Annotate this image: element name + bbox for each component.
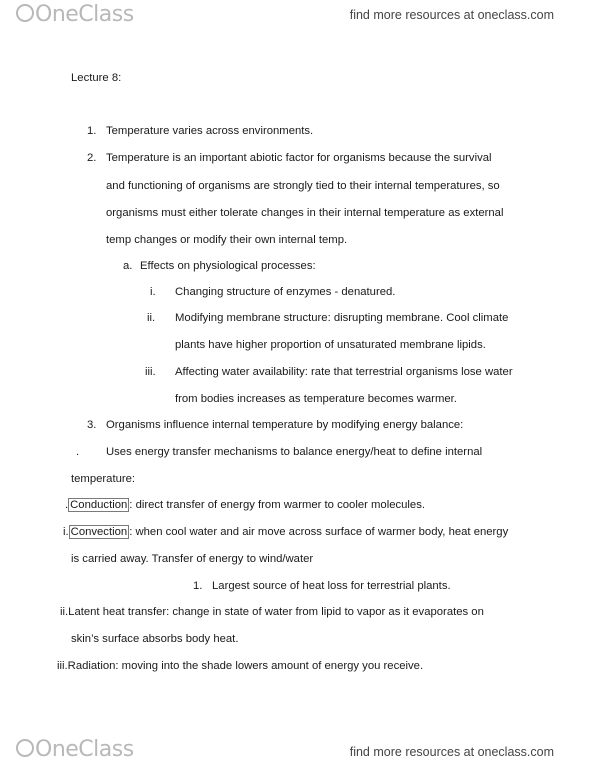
logo-text: OneClass [35,2,134,27]
footer-tagline: find more resources at oneclass.com [349,745,554,759]
list-item: Largest source of heat loss for terrestrial plants. [212,580,451,592]
conduction-line [65,499,425,511]
highlighted-term: Convection [70,526,128,538]
list-item: Changing structure of enzymes - denatured. [175,286,396,298]
oneclass-logo [16,737,134,762]
list-marker: 1. [87,125,97,137]
list-item: Effects on physiological processes: [140,260,316,272]
term-definition: : when cool water and air move across surface of warmer body, heat energy [129,526,509,538]
list-marker: 1. [193,580,203,592]
logo-ring-icon [16,739,34,757]
header-tagline: find more resources at oneclass.com [349,8,554,22]
list-item-continued: temperature: [71,473,136,485]
list-item: Temperature varies across environments. [106,125,314,137]
list-item: iii.Radiation: moving into the shade lowers amount of energy you receive. [57,660,424,672]
list-item: Modifying membrane structure: disrupting membrane. Cool climate [175,312,509,324]
highlighted-term: Conduction [70,499,128,511]
list-item-continued: plants have higher proportion of unsaturated membrane lipids. [175,339,486,351]
logo-text: OneClass [35,737,134,762]
list-item-continued: skin’s surface absorbs body heat. [71,633,239,645]
list-item-continued: from bodies increases as temperature becomes warmer. [175,393,457,405]
oneclass-logo [16,2,134,27]
term-definition: : direct transfer of energy from warmer to cooler molecules. [129,499,426,511]
list-marker: iii. [145,366,156,378]
list-item-continued: organisms must either tolerate changes in their internal temperature as external [106,207,504,219]
list-item-continued: temp changes or modify their own internal temp. [106,234,348,246]
list-item: Organisms influence internal temperature by modifying energy balance: [106,419,464,431]
list-item: ii.Latent heat transfer: change in state of water from lipid to vapor as it evaporates on [60,606,484,618]
list-item-continued: is carried away. Transfer of energy to wind/water [71,553,314,565]
list-marker: . [65,499,69,511]
list-marker: . [76,446,80,458]
list-item: Temperature is an important abiotic factor for organisms because the survival [106,152,492,164]
list-item: Affecting water availability: rate that terrestrial organisms lose water [175,366,513,378]
list-marker: 3. [87,419,97,431]
list-item: Uses energy transfer mechanisms to balance energy/heat to define internal [106,446,483,458]
convection-line [63,526,508,538]
logo-ring-icon [16,4,34,22]
page-title: Lecture 8: [71,72,122,84]
list-marker: i. [63,526,69,538]
list-marker: i. [150,286,156,298]
list-marker: a. [123,260,133,272]
list-marker: 2. [87,152,97,164]
list-item-continued: and functioning of organisms are strongly tied to their internal temperatures, so [106,180,500,192]
list-marker: ii. [147,312,156,324]
